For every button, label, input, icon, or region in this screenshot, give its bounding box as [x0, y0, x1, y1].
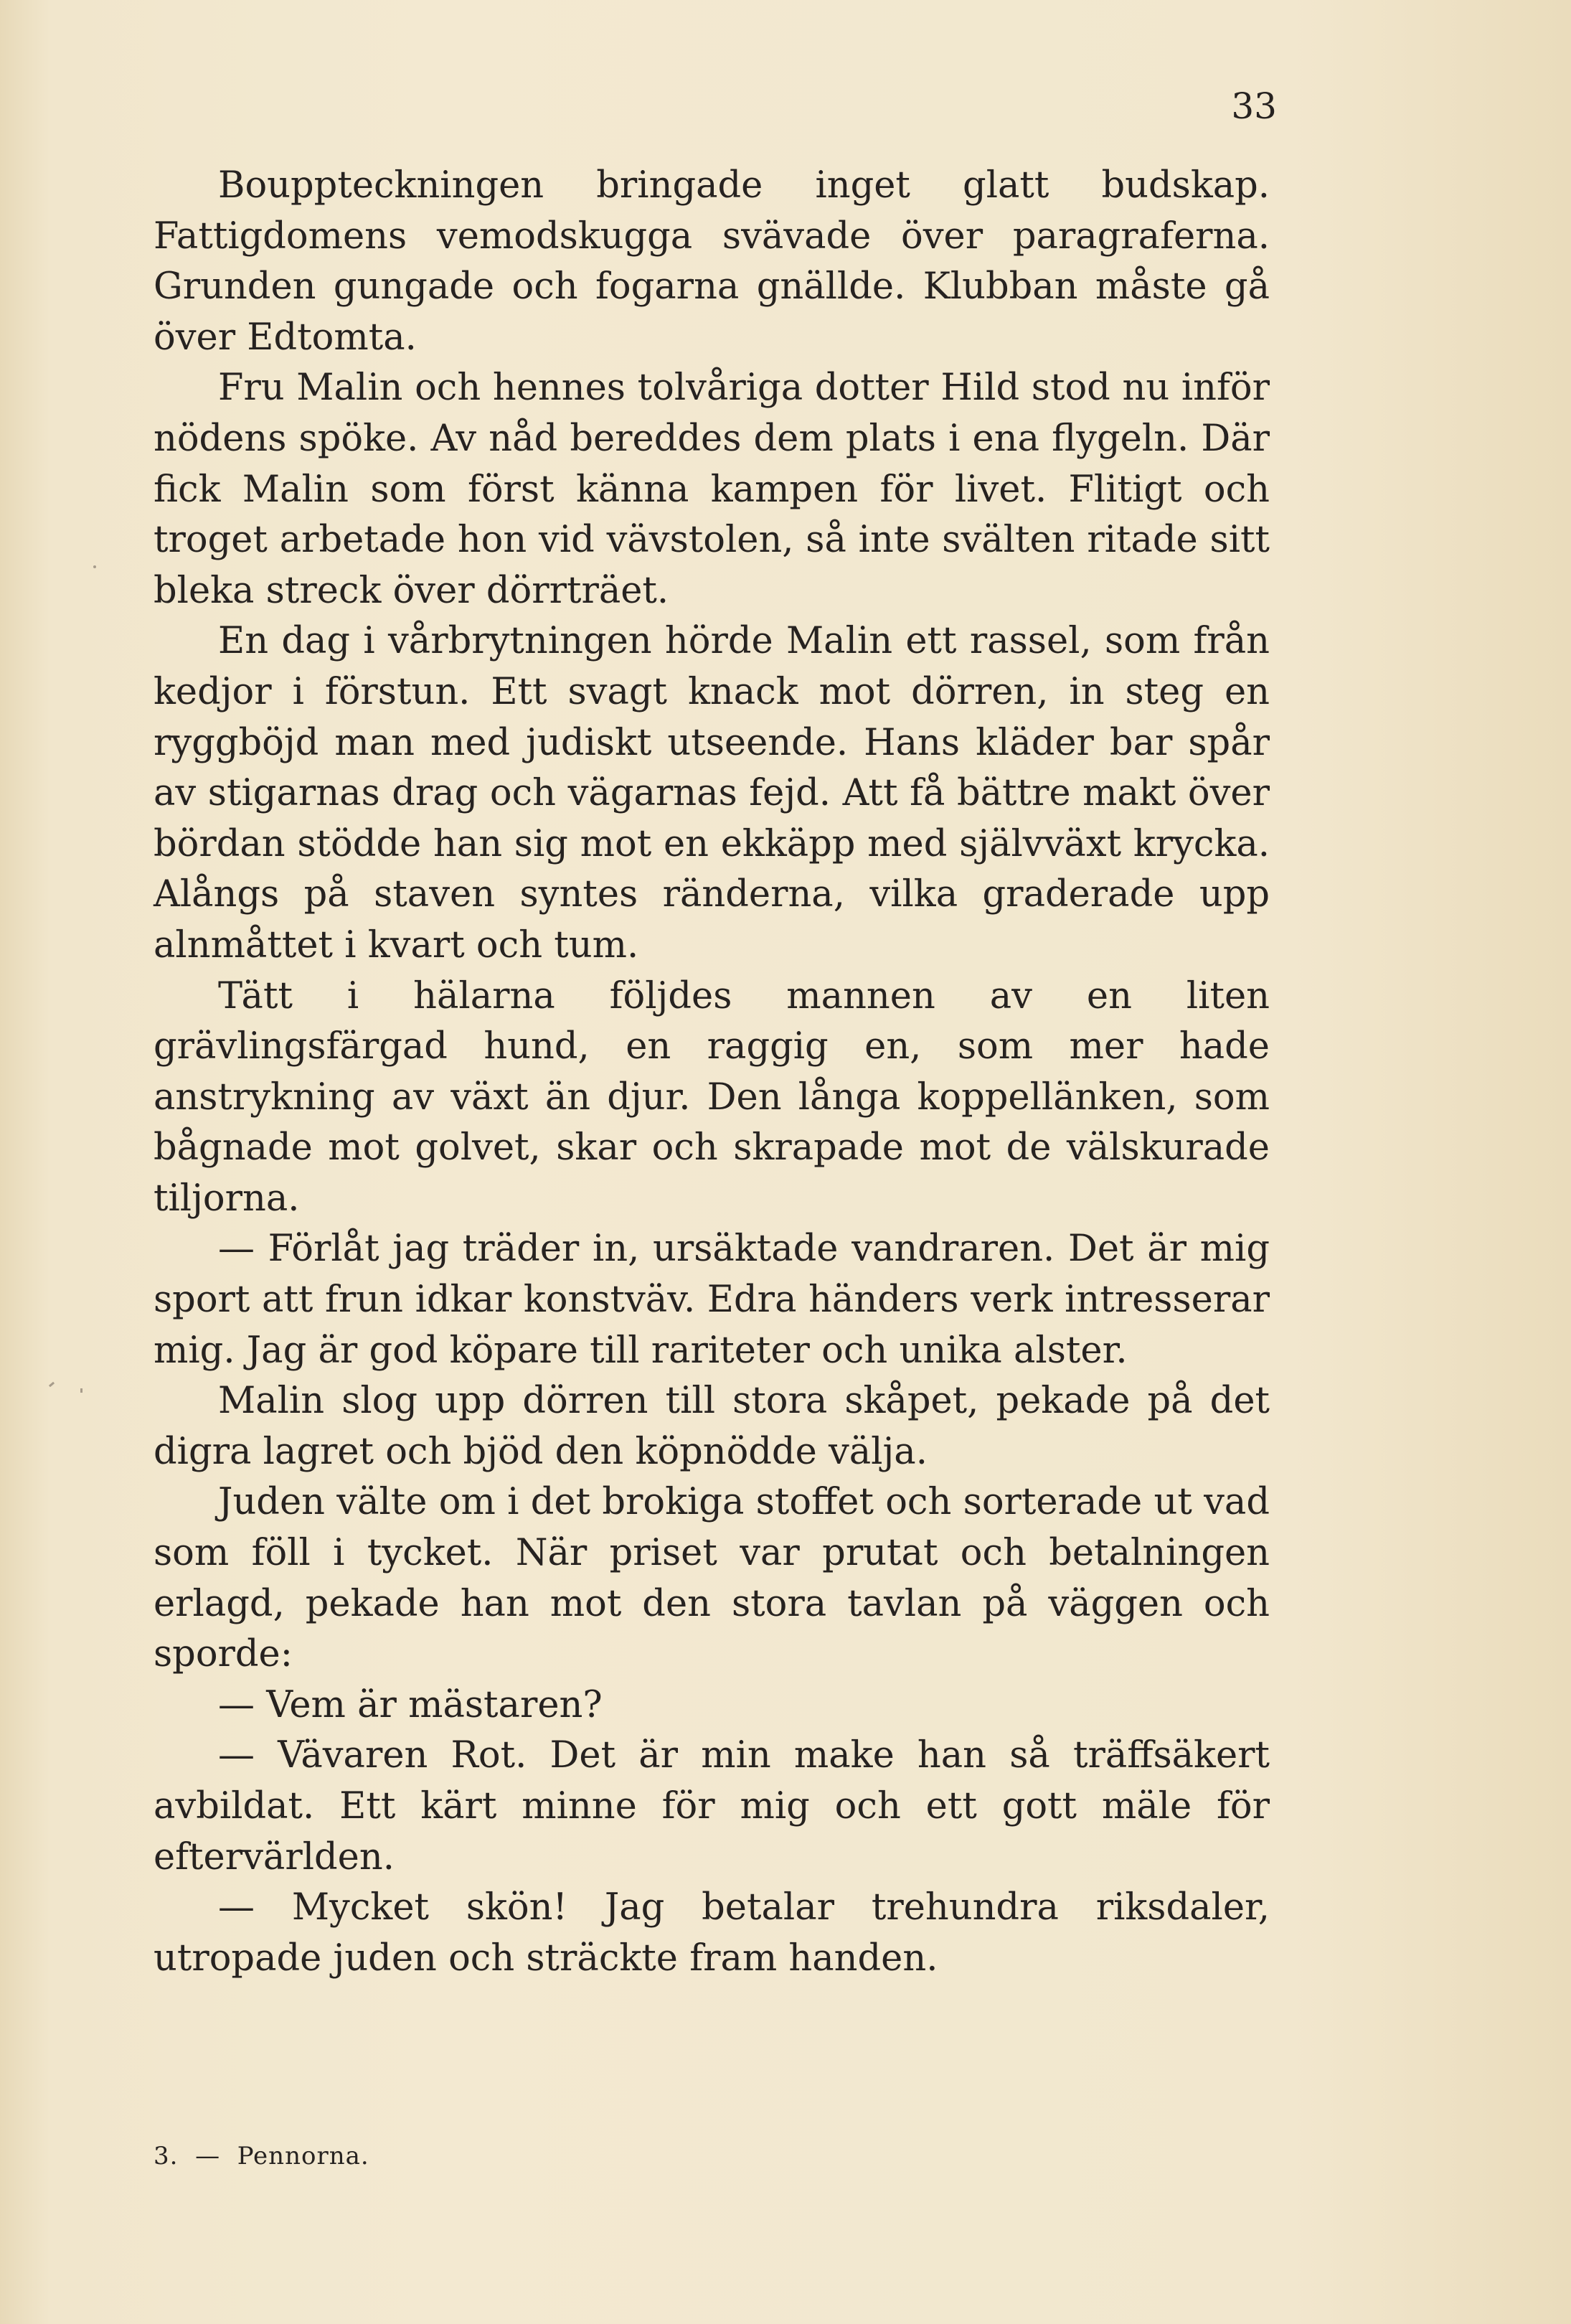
paragraph: Tätt i hälarna följdes mannen av en liten grävlingsfärgad hund, en raggig en, som mer hade anstrykning av växt än djur. Den långa koppellänken, som bågnade mot golvet, skar och skrapade mot de välskurade tiljorna. [154, 974, 1270, 1220]
paragraph: — Vem är mästaren? [218, 1683, 603, 1726]
paragraph: — Förlåt jag träder in, ursäktade vandraren. Det är mig sport att frun idkar konstväv. Edra händers verk intresserar mig. Jag är god köpare till rariteter och unika alster. [154, 1228, 1270, 1372]
paragraph: Malin slog upp dörren till stora skåpet, pekade på det digra lagret och bjöd den köpnödde välja. [154, 1380, 1270, 1473]
paragraph: — Mycket skön! Jag betalar trehundra riksdaler, utropade juden och sträckte fram handen. [154, 1886, 1270, 1980]
page-number: 33 [1231, 85, 1277, 127]
paragraph: — Vävaren Rot. Det är min make han så träffsäkert avbildat. Ett kärt minne för mig och ett gott mäle för eftervärlden. [154, 1734, 1270, 1878]
paper-speck [49, 1382, 55, 1387]
book-title: Pennorna. [237, 2142, 369, 2170]
paragraph: En dag i vårbrytningen hörde Malin ett rassel, som från kedjor i förstun. Ett svagt knack mot dörren, in steg en ryggböjd man med judiskt utseende. Hans kläder bar spår av stigarnas drag och vägarnas fejd. Att få bättre makt över bördan stödde han sig mot en ekkäpp med självväxt krycka. Alångs på staven syntes ränderna, vilka graderade upp alnmåttet i kvart och tum. [154, 620, 1270, 966]
paragraph: Juden vältе om i det brokiga stoffet och sorterade ut vad som föll i tycket. När priset var prutat och betalningen erlagd, pekade han mot den stora tavlan på väggen och sporde: [154, 1481, 1270, 1676]
signature-number: 3. [154, 2142, 179, 2170]
footer-dash: — [195, 2142, 221, 2170]
paragraph: Fru Malin och hennes tolvåriga dotter Hild stod nu inför nödens spöke. Av nåd bereddes dem plats i ena flygeln. Där fick Malin som först känna kampen för livet. Flitigt och troget arbetade hon vid vävstolen, så inte svälten ritade sitt bleka streck över dörrträet. [154, 367, 1270, 612]
paragraph: Bouppteckningen bringade inget glatt budskap. Fattigdomens vemodskugga svävade över paragraferna. Grunden gungade och fogarna gnällde. Klubban måste gå över Edtomta. [154, 164, 1270, 359]
paper-speck [93, 565, 96, 568]
paper-speck [80, 1388, 82, 1393]
body-text [154, 161, 1270, 1984]
page-footer [154, 2140, 369, 2172]
